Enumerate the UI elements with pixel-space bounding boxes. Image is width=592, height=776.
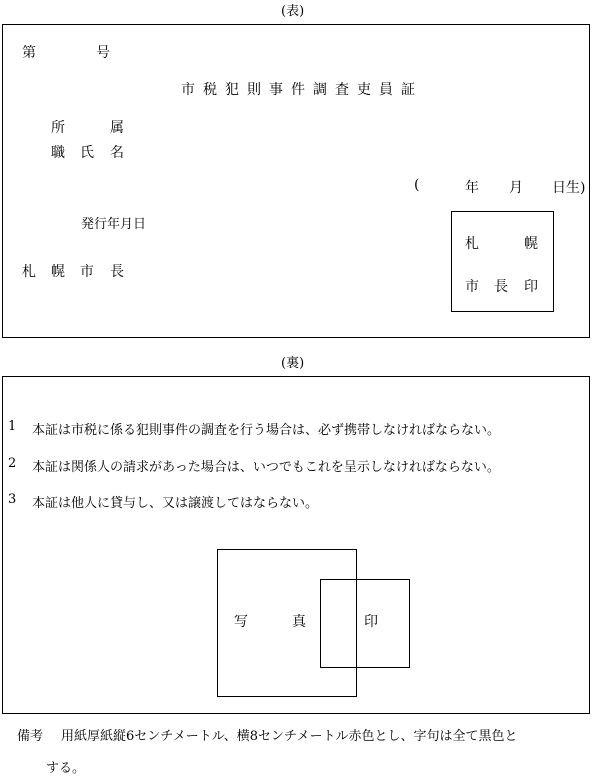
birth-open: ( [414,177,420,193]
title-char: 市 [181,82,195,98]
official-seal-box [451,211,554,312]
birth-month: 月 [509,180,523,196]
seal-char: 市 [465,279,479,295]
birth-year: 年 [465,180,479,196]
title-char: 税 [203,82,217,98]
name-char: 名 [110,145,124,161]
issuer-char: 長 [110,264,124,280]
issue-date: 発行年月日 [81,217,147,232]
affiliation-char: 所 [51,120,65,136]
title-char: 犯 [225,82,239,98]
title-char: 員 [379,82,393,98]
item-number: 1 [8,419,17,434]
name-char: 氏 [80,145,94,161]
seal-char: 幌 [524,236,538,252]
number-prefix: 第 [22,45,36,61]
item-number: 2 [8,456,17,471]
issuer-char: 幌 [51,264,65,280]
title-char: 証 [401,82,415,98]
title-char: 査 [335,82,349,98]
remarks-line2: する。 [46,761,86,776]
back-heading: (裏) [281,356,305,371]
card-title [181,79,415,97]
issuer-char: 市 [80,264,94,280]
title-char: 件 [291,82,305,98]
photo-char: 写 [234,614,248,630]
seal-char: 札 [465,236,479,252]
remarks-line1: 用紙厚紙縦6センチメートル、横8センチメートル赤色とし、字句は全て黒色と [61,729,518,744]
number-suffix: 号 [96,45,110,61]
seal-char: 印 [524,279,538,295]
title-char: 事 [269,82,283,98]
remarks-label: 備考 [17,729,44,744]
issuer-char: 札 [22,264,36,280]
stamp-label: 印 [364,614,378,630]
affiliation-char: 属 [110,120,124,136]
title-char: 調 [313,82,327,98]
title-char: 則 [247,82,261,98]
item-number: 3 [8,492,17,507]
front-heading: (表) [281,4,305,19]
name-char: 職 [51,145,65,161]
item-text: 本証は関係人の請求があった場合は、いつでもこれを呈示しなければならない。 [32,460,500,475]
item-text: 本証は他人に貸与し、又は譲渡してはならない。 [32,496,319,511]
photo-char: 真 [292,614,306,630]
birth-day: 日生) [552,180,586,196]
item-text: 本証は市税に係る犯則事件の調査を行う場合は、必ず携帯しなければならない。 [32,423,501,438]
seal-char: 長 [494,279,508,295]
title-char: 吏 [357,82,371,98]
